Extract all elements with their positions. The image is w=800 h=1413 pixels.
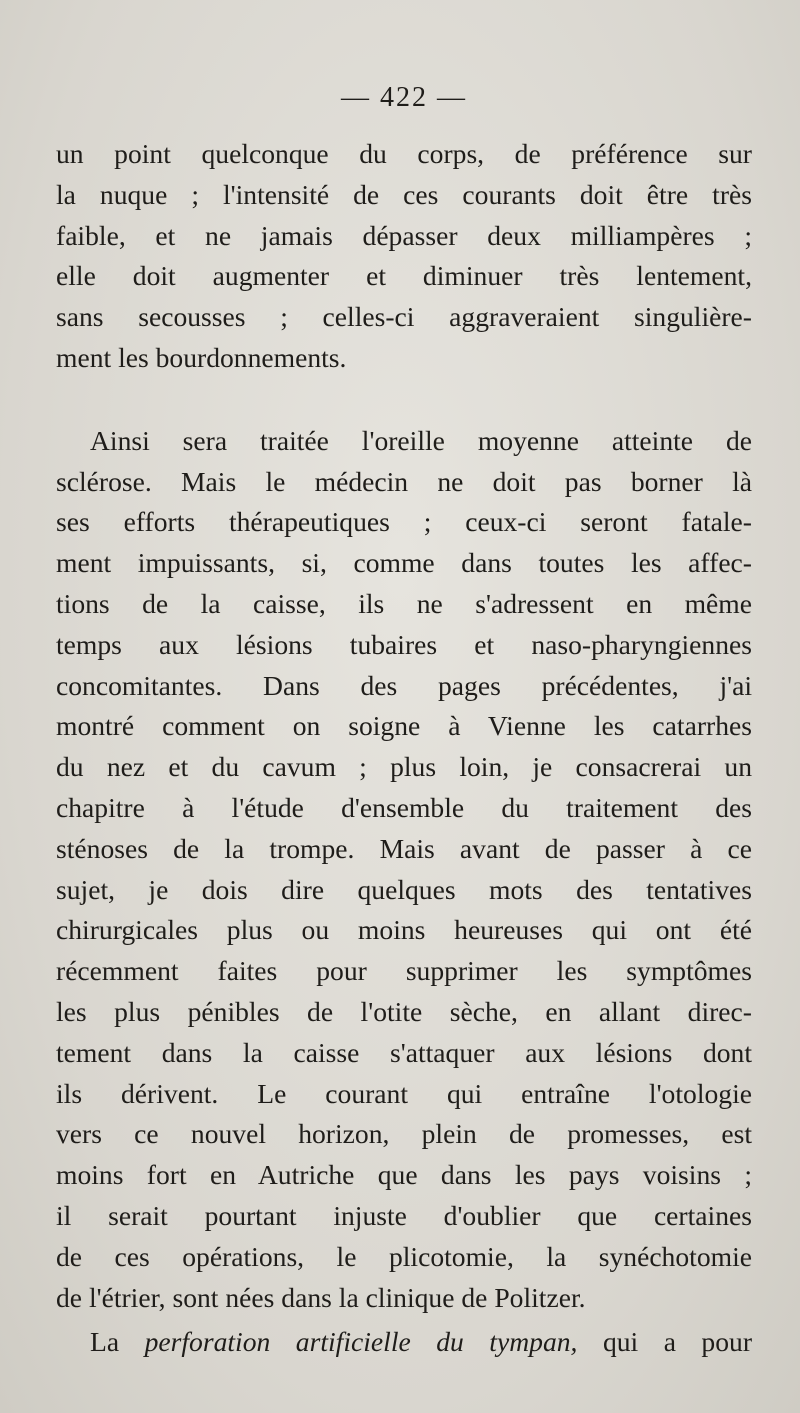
text-line: ment impuissants, si, comme dans toutes les affec- <box>56 547 752 579</box>
paragraph-gap <box>56 379 752 421</box>
text-line: récemment faites pour supprimer les symptômes <box>56 955 752 987</box>
text-line: les plus pénibles de l'otite sèche, en allant direc- <box>56 995 752 1027</box>
text-line: sujet, je dois dire quelques mots des tentatives <box>56 873 752 905</box>
text-line: sclérose. Mais le médecin ne doit pas borner là <box>56 465 752 497</box>
trailing-text: qui a pour <box>602 1326 753 1358</box>
text-line <box>56 1322 752 1363</box>
page-number: — 422 — <box>341 82 467 113</box>
text-line: chirurgicales plus ou moins heureuses qui ont été <box>56 914 752 946</box>
text-line: la nuque ; l'intensité de ces courants doit être très <box>56 178 752 210</box>
lead-word: La <box>90 1326 120 1358</box>
text-line: concomitantes. Dans des pages précédentes, j'ai <box>56 669 752 701</box>
text-line: sténoses de la trompe. Mais avant de passer à ce <box>56 832 752 864</box>
text-line: chapitre à l'étude d'ensemble du traitement des <box>56 791 752 823</box>
text-line: tions de la caisse, ils ne s'adressent en même <box>56 587 752 619</box>
text-line: tement dans la caisse s'attaquer aux lésions dont <box>56 1036 752 1068</box>
text-line: il serait pourtant injuste d'oublier que certaines <box>56 1199 752 1231</box>
text-line: un point quelconque du corps, de préférence sur <box>56 138 752 169</box>
text-line: de l'étrier, sont nées dans la clinique de Politzer. <box>56 1281 586 1313</box>
text-line: du nez et du cavum ; plus loin, je consacrerai un <box>56 751 752 783</box>
paragraph-2 <box>56 421 752 1319</box>
text-line: ils dérivent. Le courant qui entraîne l'otologie <box>56 1077 752 1109</box>
paragraph-3 <box>56 1322 752 1363</box>
text-line: faible, et ne jamais dépasser deux milliampères ; <box>56 219 752 251</box>
text-line: sans secousses ; celles-ci aggraveraient singulière- <box>56 301 752 333</box>
text-line: vers ce nouvel horizon, plein de promesses, est <box>56 1118 752 1150</box>
text-line: Ainsi sera traitée l'oreille moyenne atteinte de <box>90 424 752 456</box>
text-line: elle doit augmenter et diminuer très lentement, <box>56 260 752 292</box>
italic-term: perforation artificielle du tympan, <box>144 1326 578 1358</box>
text-line: montré comment on soigne à Vienne les catarrhes <box>56 710 752 742</box>
text-line: temps aux lésions tubaires et naso-pharyngiennes <box>56 628 752 660</box>
paragraph-1 <box>56 134 752 379</box>
text-line: ses efforts thérapeutiques ; ceux-ci seront fatale- <box>56 506 752 538</box>
text-line: ment les bourdonnements. <box>56 341 347 373</box>
text-line: moins fort en Autriche que dans les pays voisins ; <box>56 1159 752 1191</box>
text-line: de ces opérations, le plicotomie, la synéchotomie <box>56 1240 752 1272</box>
